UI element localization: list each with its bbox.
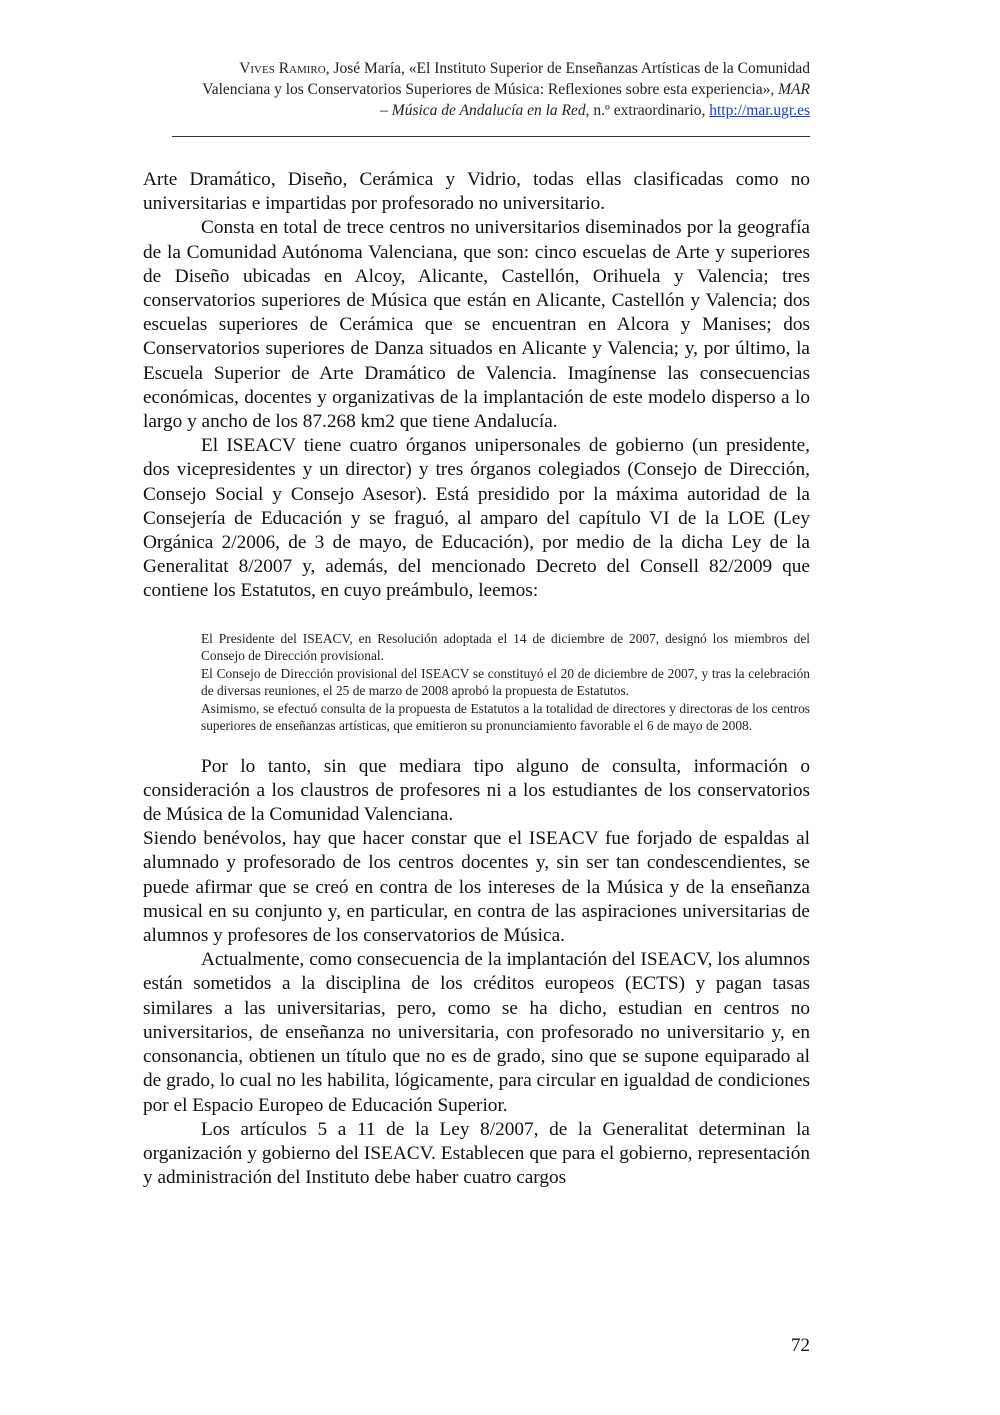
paragraph-1: Arte Dramático, Diseño, Cerámica y Vidrio, todas ellas clasificadas como no universitarias e impartidas por profesorado no universitario.	[143, 169, 810, 215]
header-url-link[interactable]: http://mar.ugr.es	[709, 102, 810, 119]
paragraph-7: Los artículos 5 a 11 de la Ley 8/2007, de la Generalitat determinan la organización y gobierno del ISEACV. Establecen que para el gobierno, representación y administración del Instituto debe haber cuatro cargos	[143, 1118, 810, 1189]
header-line-3	[130, 100, 810, 121]
quote-line-3: Asimismo, se efectuó consulta de la propuesta de Estatutos a la totalidad de directores y directoras de los centros superiores de enseñanzas artísticas, que emitieron su pronunciamiento favorable el 6 de mayo de 2008.	[201, 700, 810, 734]
paragraph-4: Por lo tanto, sin que mediara tipo alguno de consulta, información o consideración a los claustros de profesores ni a los estudiantes de los conservatorios de Música de la Comunidad Valenciana.	[143, 755, 810, 826]
header-journal-short: MAR	[778, 81, 810, 98]
header-author: Vives Ramiro	[239, 60, 326, 77]
block-quote	[201, 630, 810, 735]
header-issue: , n.º extraordinario,	[585, 102, 710, 119]
page-number: 72	[791, 1335, 810, 1356]
quote-line-2: El Consejo de Dirección provisional del ISEACV se constituyó el 20 de diciembre de 2007, y tras la celebración de diversas reuniones, el 25 de marzo de 2008 aprobó la propuesta de Estatutos.	[201, 665, 810, 699]
body-text	[143, 168, 810, 1190]
header-journal-full: Música de Andalucía en la Red	[391, 102, 586, 119]
header-line-2	[130, 79, 810, 100]
header-title-part-1: , José María, «El Instituto Superior de Enseñanzas Artísticas de la Comunidad	[325, 60, 810, 77]
paragraph-5: Siendo benévolos, hay que hacer constar que el ISEACV fue forjado de espaldas al alumnado y profesorado de los centros docentes y, sin ser tan condescendientes, se puede afirmar que se creó en contra de los intereses de la Música y de la enseñanza musical en su conjunto y, en particular, en contra de las aspiraciones universitarias de alumnos y profesores de los conservatorios de Música.	[143, 828, 810, 947]
header-divider	[172, 136, 810, 137]
header-line-1	[130, 58, 810, 79]
paragraph-3: El ISEACV tiene cuatro órganos unipersonales de gobierno (un presidente, dos vicepresidentes y un director) y tres órganos colegiados (Consejo de Dirección, Consejo Social y Consejo Asesor). Está presidido por la máxima autoridad de la Consejería de Educación y se fraguó, al amparo del capítulo VI de la LOE (Ley Orgánica 2/2006, de 3 de mayo, de Educación), por medio de la dicha Ley de la Generalitat 8/2007 y, además, del mencionado Decreto del Consell 82/2009 que contiene los Estatutos, en cuyo preámbulo, leemos:	[143, 435, 810, 602]
quote-line-1: El Presidente del ISEACV, en Resolución adoptada el 14 de diciembre de 2007, designó los miembros del Consejo de Dirección provisional.	[201, 630, 810, 664]
paragraph-2: Consta en total de trece centros no universitarios diseminados por la geografía de la Comunidad Autónoma Valenciana, que son: cinco escuelas de Arte y superiores de Diseño ubicadas en Alcoy, Alicante, Castellón, Orihuela y Valencia; tres conservatorios superiores de Música que están en Alicante, Castellón y Valencia; dos escuelas superiores de Cerámica que se encuentran en Alcora y Manises; dos Conservatorios superiores de Danza situados en Alicante y Valencia; y, por último, la Escuela Superior de Arte Dramático de Valencia. Imagínense las consecuencias económicas, docentes y organizativas de la implantación de este modelo disperso a lo largo y ancho de los 87.268 km2 que tiene Andalucía.	[143, 217, 810, 433]
running-header	[130, 58, 810, 121]
header-title-part-2: Valenciana y los Conservatorios Superiores de Música: Reflexiones sobre esta experiencia»,	[202, 81, 779, 98]
header-dash: –	[380, 102, 392, 119]
paragraph-6: Actualmente, como consecuencia de la implantación del ISEACV, los alumnos están sometidos a la disciplina de los créditos europeos (ECTS) y pagan tasas similares a las universitarias, pero, como se ha dicho, estudian en centros no universitarios, de enseñanza no universitaria, con profesorado no universitario y, en consonancia, obtienen un título que no es de grado, sino que se supone equiparado al de grado, lo cual no les habilita, lógicamente, para circular en igualdad de condiciones por el Espacio Europeo de Educación Superior.	[143, 949, 810, 1116]
